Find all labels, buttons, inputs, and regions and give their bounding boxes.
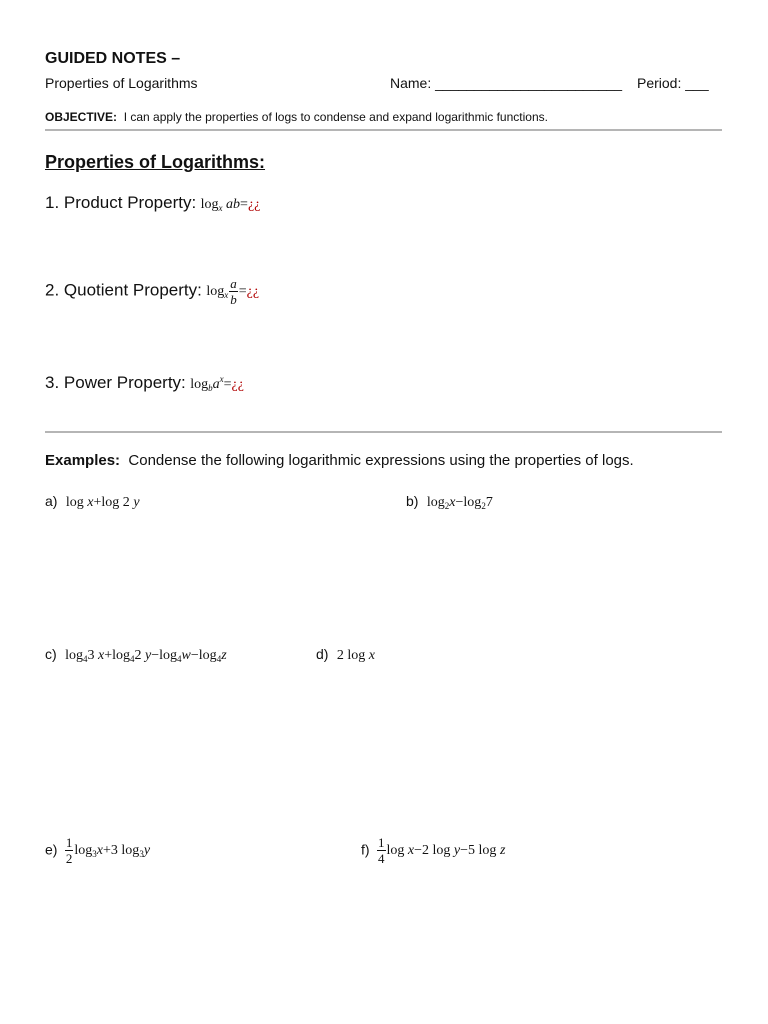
example-letter: b)	[406, 493, 419, 509]
quotient-property-formula: $\log_x$ $\frac{a}{b}$ =¿¿	[206, 276, 260, 307]
page-subtitle: Properties of Logarithms	[45, 75, 198, 91]
divider	[45, 431, 722, 433]
power-property-formula: $\log_ba^x=¿¿$	[190, 374, 244, 393]
example-expression: 2 log x	[336, 648, 376, 663]
objective	[45, 110, 548, 124]
example-expression: log x+log 2 y	[65, 495, 140, 510]
example-f	[361, 836, 505, 865]
example-d	[316, 646, 375, 664]
divider	[45, 129, 722, 131]
name-field[interactable]: Name: ________________________	[390, 75, 622, 91]
examples-instructions	[45, 452, 634, 469]
product-property	[45, 193, 260, 213]
example-a	[45, 493, 140, 511]
example-expression: $\frac{1}{2}$ $\log_3x+3$ $\log_3y$	[65, 835, 151, 866]
example-expression: $\frac{1}{4}$ log x−2 log y−5 log z	[378, 835, 506, 866]
example-e	[45, 836, 150, 865]
example-letter: c)	[45, 646, 57, 662]
examples-label: Examples:	[45, 452, 121, 469]
example-letter: f)	[361, 841, 370, 858]
example-expression: $\log_43$ $x+\log_42$ $y-\log_4w-\log_4z$	[65, 648, 227, 664]
formula-placeholder: ¿¿	[247, 197, 261, 212]
product-property-formula: $\log_x$ ab=¿¿	[200, 197, 261, 213]
example-letter: a)	[45, 493, 58, 509]
example-b	[406, 493, 493, 511]
page-title: GUIDED NOTES –	[45, 50, 181, 67]
example-expression: $\log_2x-\log_27$	[426, 495, 493, 511]
example-letter: d)	[316, 646, 329, 662]
properties-heading: Properties of Logarithms:	[45, 152, 266, 172]
formula-placeholder: ¿¿	[246, 283, 260, 299]
power-property	[45, 373, 244, 393]
product-property-label: 1. Product Property:	[45, 193, 197, 212]
formula-placeholder: ¿¿	[231, 377, 244, 392]
period-field[interactable]: Period: ___	[637, 75, 709, 91]
objective-label: OBJECTIVE:	[45, 110, 118, 124]
quotient-property-label: 2. Quotient Property:	[45, 280, 202, 300]
example-letter: e)	[45, 841, 58, 858]
examples-text: Condense the following logarithmic expressions using the properties of logs.	[128, 452, 634, 469]
example-c	[45, 646, 227, 664]
power-property-label: 3. Power Property:	[45, 373, 186, 392]
objective-text: I can apply the properties of logs to condense and expand logarithmic functions.	[123, 110, 548, 124]
quotient-property	[45, 277, 259, 306]
